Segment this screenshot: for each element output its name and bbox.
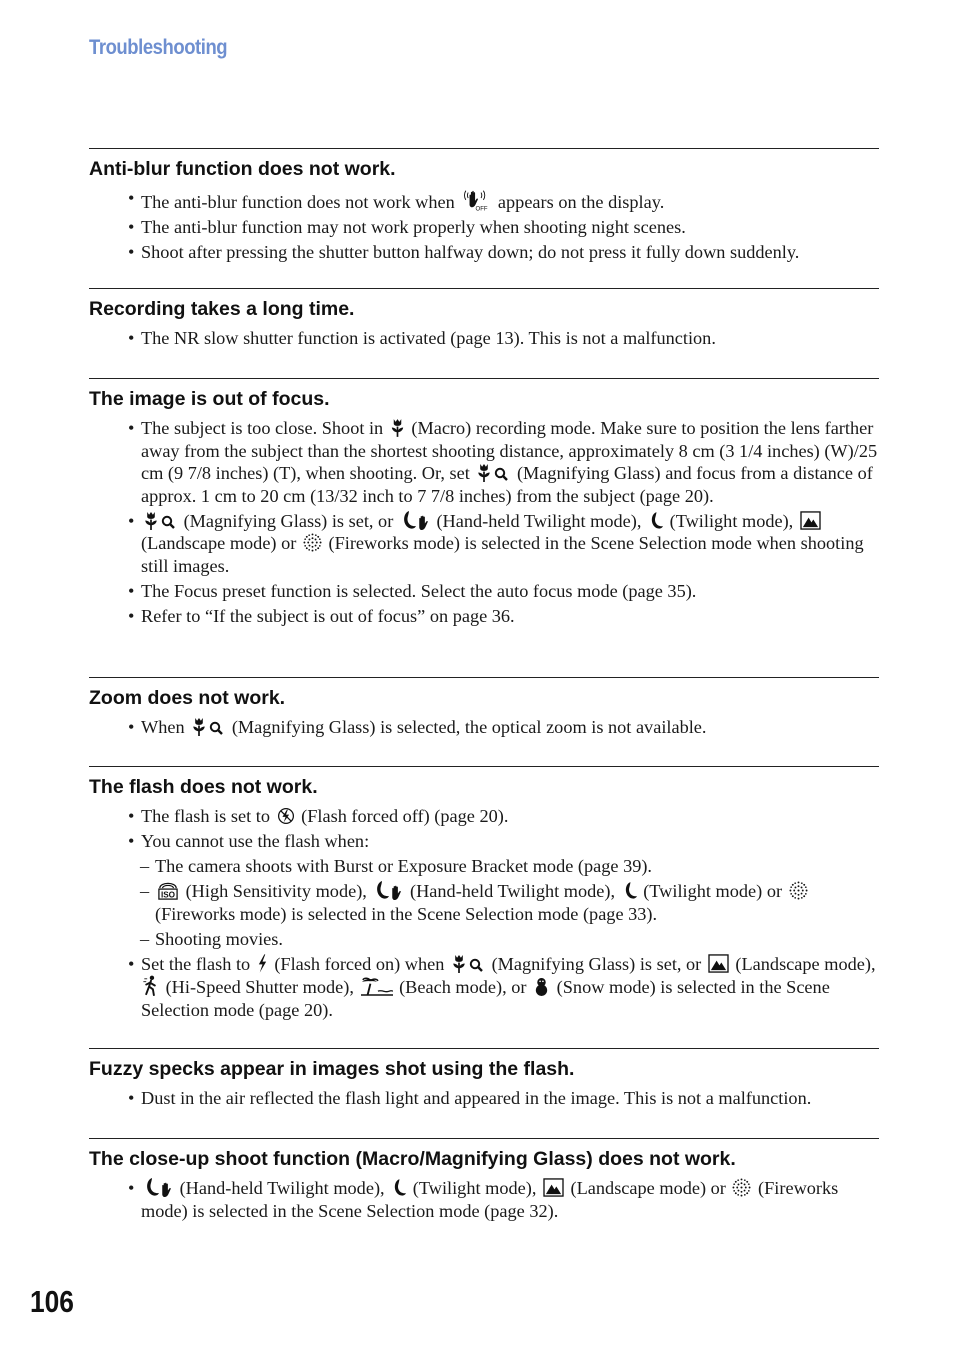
list-item: • Set the flash to (Flash forced on) when (Magnifying Glass) is set, or (Landscape mode), (Hi-Speed Shutter mode), (Beach mode), or (Snow mode) is selected in the Scene Selection mode (page 20). <box>128 953 876 1020</box>
section-title: Recording takes a long time. <box>89 298 355 320</box>
landscape-icon <box>800 511 821 530</box>
macro-icon <box>390 418 405 437</box>
section-recording <box>89 288 879 352</box>
list-item: • When (Magnifying Glass) is selected, the optical zoom is not available. <box>128 717 707 737</box>
magnifying-glass-icon <box>476 463 510 482</box>
snow-icon <box>533 977 550 996</box>
hand-held-twilight-icon <box>143 1177 173 1197</box>
section-title: Zoom does not work. <box>89 687 286 709</box>
fireworks-icon <box>303 533 322 552</box>
list-item: • Shoot after pressing the shutter button halfway down; do not press it fully down suddenly. <box>128 242 800 262</box>
list-item: • The anti-blur function does not work when appears on the display. <box>128 188 665 212</box>
anti-blur-off-icon <box>461 187 491 211</box>
flash-forced-off-icon <box>277 807 295 825</box>
page-number: 106 <box>30 1284 74 1319</box>
beach-icon <box>361 977 393 996</box>
magnifying-glass-icon <box>143 511 177 530</box>
list-item: • The Focus preset function is selected. Select the auto focus mode (page 35). <box>128 580 697 601</box>
twilight-icon <box>391 1178 406 1197</box>
section-title: Fuzzy specks appear in images shot using the flash. <box>89 1058 575 1080</box>
magnifying-glass-icon <box>451 954 485 973</box>
fireworks-icon <box>789 881 808 900</box>
section-specks <box>89 1048 879 1112</box>
list-item: • (Hand-held Twilight mode), (Twilight mode), (Landscape mode) or (Fireworks mode) is selected in the Scene Selection mode (page 32). <box>128 1178 839 1221</box>
section-anti-blur <box>89 148 879 266</box>
section-closeup <box>89 1138 879 1225</box>
sub-list-item: – The camera shoots with Burst or Exposure Bracket mode (page 39). <box>140 856 653 876</box>
section-title: The image is out of focus. <box>89 388 330 410</box>
section-title: The flash does not work. <box>89 776 318 798</box>
sub-list-item: – Shooting movies. <box>140 928 283 949</box>
high-sensitivity-icon <box>157 880 179 900</box>
hi-speed-shutter-icon <box>143 975 159 996</box>
fireworks-icon <box>732 1178 751 1197</box>
list-item: • (Magnifying Glass) is set, or (Hand-held Twilight mode), (Twilight mode), (Landscape mode) or (Fireworks mode) is selected in the Scene Selection mode when shooting still images. <box>128 510 864 576</box>
magnifying-glass-icon <box>191 717 225 736</box>
section-focus <box>89 378 879 630</box>
sub-list-item: – (High Sensitivity mode), (Hand-held Twilight mode), (Twilight mode) or (Fireworks mode) is selected in the Scene Selection mode (page 33). <box>89 880 879 925</box>
list-item: • The flash is set to (Flash forced off) (page 20). <box>128 806 509 826</box>
landscape-icon <box>543 1178 564 1197</box>
landscape-icon <box>708 954 729 973</box>
list-item: • The NR slow shutter function is activated (page 13). This is not a malfunction. <box>128 328 716 348</box>
hand-held-twilight-icon <box>373 880 403 900</box>
list-item: • The subject is too close. Shoot in (Macro) recording mode. Make sure to position the lens farther away from the subject than the shortest shooting distance, approximately 8 cm (3 1/4 inches) (W)/25 cm (9 7/8 inches) (T), when shooting. Or, set (Magnifying Glass) and focus from a distance of approx. 1 cm to 20 cm (13/32 inch to 7 7/8 inches) from the subject (page 20). <box>128 418 878 506</box>
hand-held-twilight-icon <box>400 510 430 530</box>
flash-forced-on-icon <box>257 954 268 973</box>
twilight-icon <box>622 881 637 900</box>
list-item: • You cannot use the flash when: <box>128 831 370 851</box>
section-title: Anti-blur function does not work. <box>89 158 396 180</box>
list-item: • Dust in the air reflected the flash light and appeared in the image. This is not a malfunction. <box>128 1088 812 1108</box>
list-item: • Refer to “If the subject is out of focus” on page 36. <box>128 605 515 626</box>
section-title: The close-up shoot function (Macro/Magnifying Glass) does not work. <box>89 1148 736 1170</box>
section-flash <box>89 766 879 1024</box>
page-header: Troubleshooting <box>89 36 228 59</box>
section-zoom <box>89 677 879 741</box>
twilight-icon <box>648 511 663 530</box>
list-item: • The anti-blur function may not work properly when shooting night scenes. <box>128 217 686 237</box>
